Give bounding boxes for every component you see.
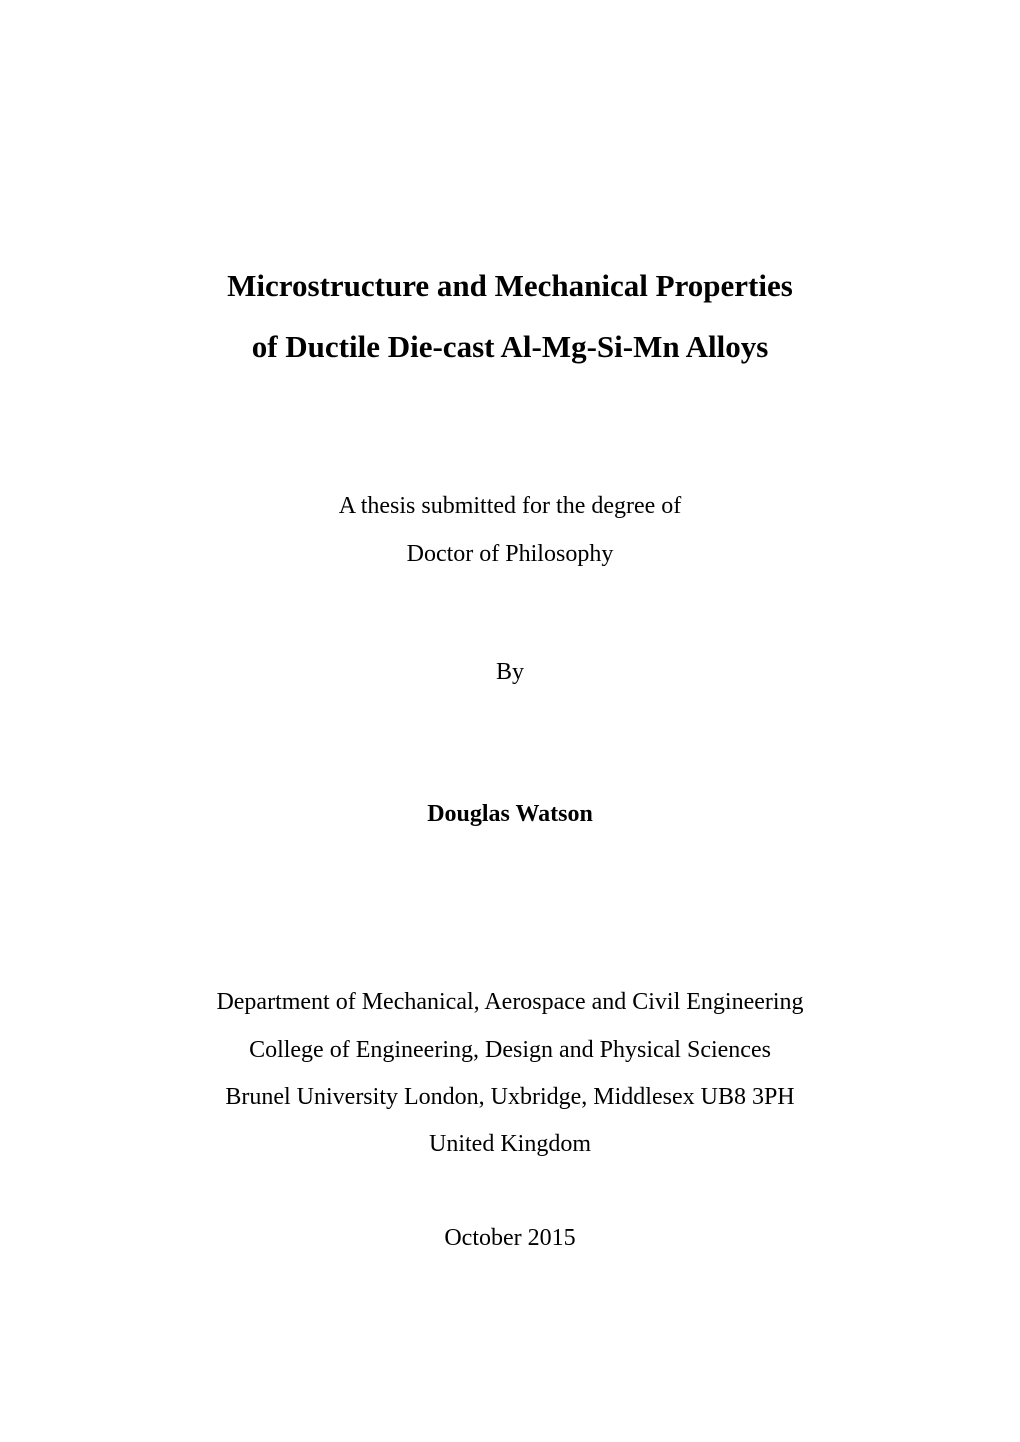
by-label: By bbox=[495, 659, 524, 685]
thesis-title-line-1: Microstructure and Mechanical Properties bbox=[227, 268, 793, 303]
degree-statement-line-1: A thesis submitted for the degree of bbox=[338, 493, 682, 519]
department: Department of Mechanical, Aerospace and Civil Engineering bbox=[216, 989, 804, 1015]
submission-date: October 2015 bbox=[444, 1225, 576, 1251]
country: United Kingdom bbox=[429, 1131, 591, 1157]
university-address: Brunel University London, Uxbridge, Middlesex UB8 3PH bbox=[225, 1084, 795, 1110]
author-name: Douglas Watson bbox=[427, 801, 593, 827]
college: College of Engineering, Design and Physical Sciences bbox=[249, 1037, 771, 1063]
degree-statement-line-2: Doctor of Philosophy bbox=[406, 541, 614, 567]
thesis-title-line-2: of Ductile Die-cast Al-Mg-Si-Mn Alloys bbox=[251, 329, 769, 364]
